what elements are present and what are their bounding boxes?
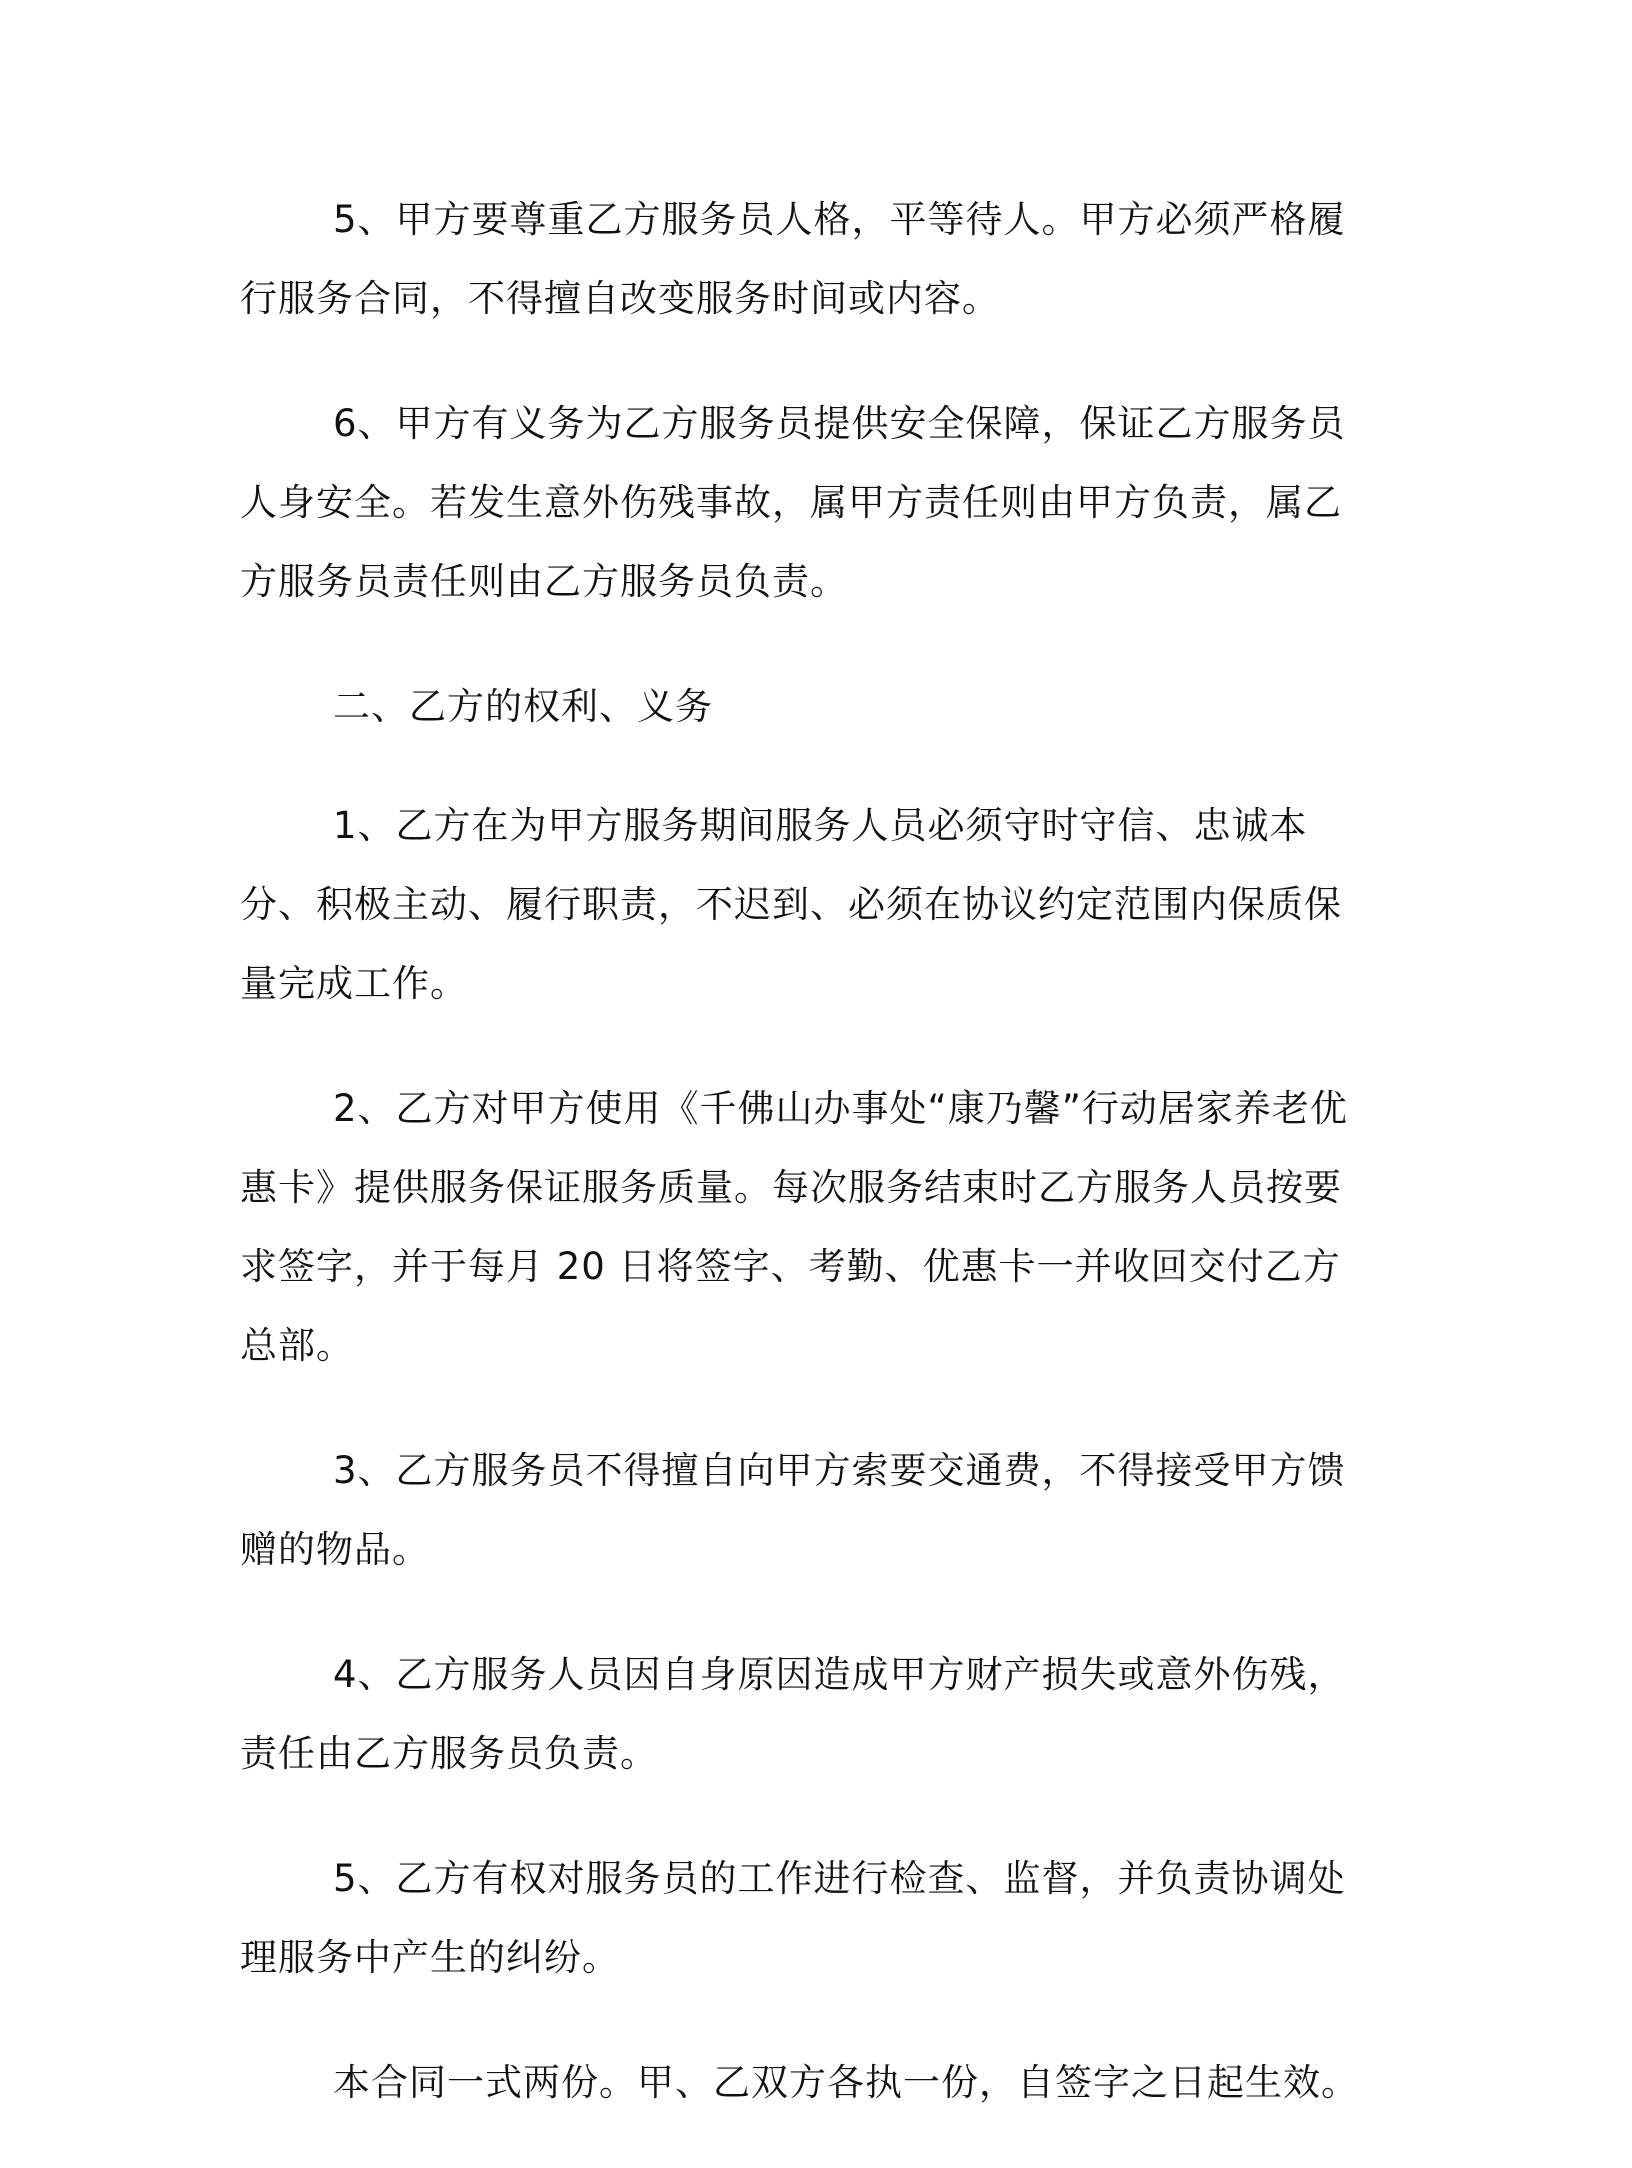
clause-party-a-6: 6、甲方有义务为乙方服务员提供安全保障，保证乙方服务员人身安全。若发生意外伤残事故，属甲方责任则由甲方负责，属乙方服务员责任则由乙方服务员负责。 [240,402,1346,603]
document-body [240,180,1360,2168]
clause-party-b-5: 5、乙方有权对服务员的工作进行检查、监督，并负责协调处理服务中产生的纠纷。 [240,1857,1346,1979]
clause-party-b-1: 1、乙方在为甲方服务期间服务人员必须守时守信、忠诚本分、积极主动、履行职责，不迟到、必须在协议约定范围内保质保量完成工作。 [240,804,1342,1005]
closing-statement: 本合同一式两份。甲、乙双方各执一份，自签字之日起生效。 [333,2061,1359,2104]
section-heading-party-b: 二、乙方的权利、义务 [333,685,713,728]
clause-party-b-2: 2、乙方对甲方使用《千佛山办事处“康乃馨”行动居家养老优惠卡》提供服务保证服务质量。每次服务结束时乙方服务人员按要求签字，并于每月 20 日将签字、考勤、优惠卡一并收回交付乙方总部。 [240,1087,1348,1367]
clause-party-a-5: 5、甲方要尊重乙方服务员人格，平等待人。甲方必须严格履行服务合同，不得擅自改变服务时间或内容。 [240,198,1346,320]
clause-party-b-3: 3、乙方服务员不得擅自向甲方索要交通费，不得接受甲方馈赠的物品。 [240,1449,1346,1571]
clause-party-b-4: 4、乙方服务人员因自身原因造成甲方财产损失或意外伤残，责任由乙方服务员负责。 [240,1653,1346,1775]
